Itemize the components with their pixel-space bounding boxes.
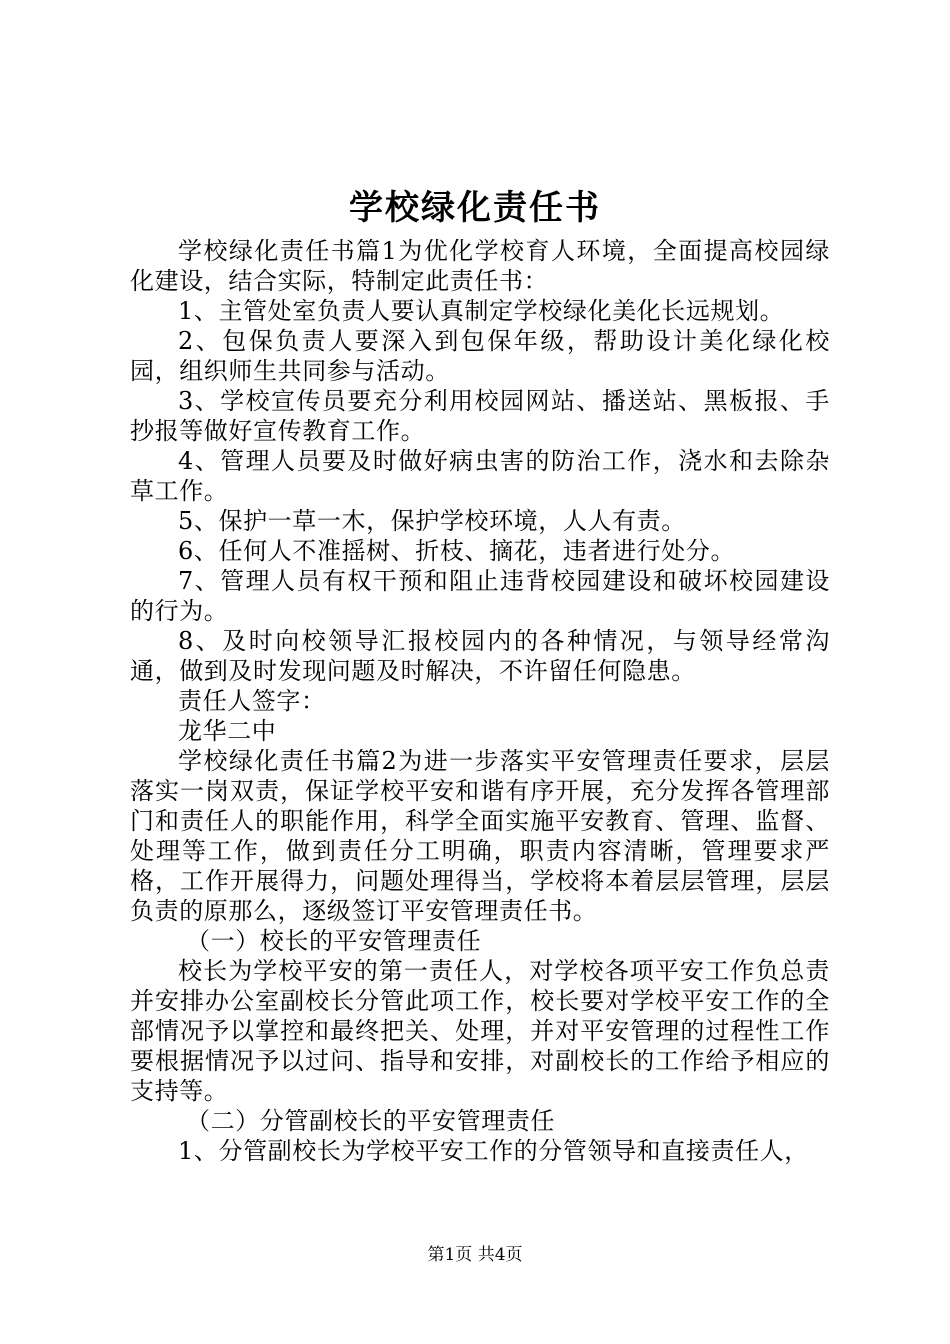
page-footer: 第1页 共4页 (427, 1245, 523, 1265)
document-title: 学校绿化责任书 (349, 188, 601, 228)
school-name: 龙华二中 (178, 717, 277, 745)
paragraph-item-8: 8、及时向校领导汇报校园内的各种情况，与领导经常沟通，做到及时发现问题及时解决，不许留任何隐患。 (130, 627, 830, 685)
paragraph-item-1: 1、主管处室负责人要认真制定学校绿化美化长远规划。 (178, 297, 785, 325)
paragraph-intro-1: 学校绿化责任书篇1为优化学校育人环境，全面提高校园绿化建设，结合实际，特制定此责任书： (130, 237, 830, 295)
paragraph-intro-2: 学校绿化责任书篇2为进一步落实平安管理责任要求，层层落实一岗双责，保证学校平安和谐有序开展，充分发挥各管理部门和责任人的职能作用，科学全面实施平安教育、管理、监督、处理等工作，做到责任分工明确，职责内容清晰，管理要求严格，工作开展得力，问题处理得当，学校将本着层层管理，层层负责的原那么，逐级签订平安管理责任书。 (130, 747, 830, 925)
signature-label: 责任人签字： (178, 687, 326, 715)
paragraph-item-2: 2、包保负责人要深入到包保年级，帮助设计美化绿化校园，组织师生共同参与活动。 (130, 327, 830, 385)
paragraph-item-3: 3、学校宣传员要充分利用校园网站、播送站、黑板报、手抄报等做好宣传教育工作。 (130, 387, 830, 445)
document-body (130, 236, 830, 1166)
paragraph-item-5: 5、保护一草一木，保护学校环境，人人有责。 (178, 507, 686, 535)
paragraph-vice-principal-1: 1、分管副校长为学校平安工作的分管领导和直接责任人， (178, 1137, 809, 1165)
paragraph-item-4: 4、管理人员要及时做好病虫害的防治工作，浇水和去除杂草工作。 (130, 447, 830, 505)
section-heading-1: （一）校长的平安管理责任 (186, 927, 482, 955)
paragraph-item-6: 6、任何人不准摇树、折枝、摘花，违者进行处分。 (178, 537, 736, 565)
paragraph-principal-duty: 校长为学校平安的第一责任人，对学校各项平安工作负总责并安排办公室副校长分管此项工作，校长要对学校平安工作的全部情况予以掌控和最终把关、处理，并对平安管理的过程性工作要根据情况予以过问、指导和安排，对副校长的工作给予相应的支持等。 (130, 957, 830, 1105)
section-heading-2: （二）分管副校长的平安管理责任 (186, 1107, 555, 1135)
paragraph-item-7: 7、管理人员有权干预和阻止违背校园建设和破坏校园建设的行为。 (130, 567, 830, 625)
